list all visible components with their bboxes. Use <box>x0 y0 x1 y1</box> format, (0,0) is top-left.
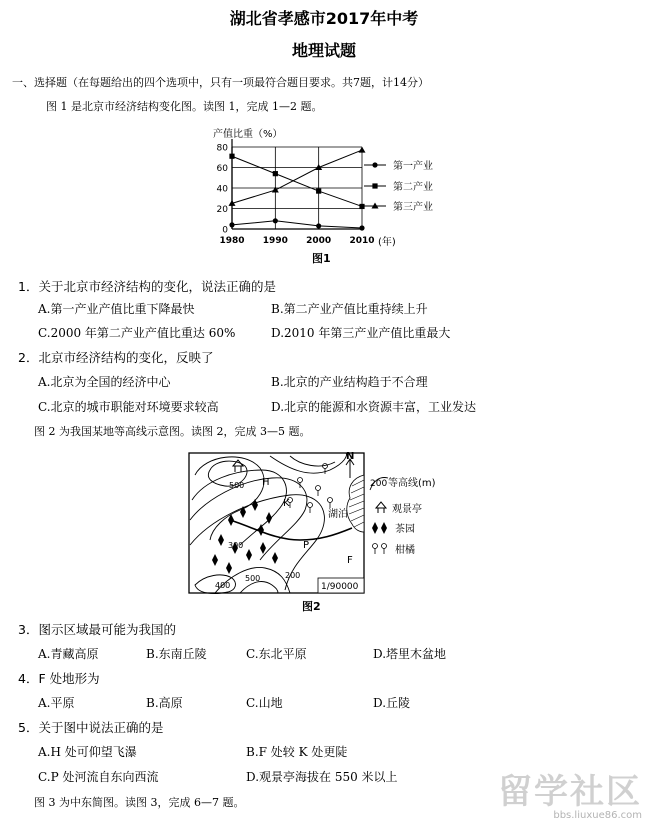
contour-line <box>290 456 335 466</box>
data-point <box>316 223 321 228</box>
data-point <box>359 225 364 230</box>
tea-icon <box>218 534 224 546</box>
legend-tea-icon <box>372 522 387 534</box>
series-line-2 <box>232 156 362 206</box>
legend-label: 第一产业 <box>393 161 433 172</box>
contour-label-200: 200 <box>285 571 301 580</box>
x-tick-label: 2010 <box>349 236 375 246</box>
section-heading: 一、选择题（在每题给出的四个选项中，只有一项最符合题目要求。共7题，计14分） <box>12 76 429 89</box>
legend-marker <box>372 183 377 188</box>
question-1-stem: 1．关于北京市经济结构的变化，说法正确的是 <box>18 279 276 294</box>
y-tick-label: 0 <box>222 225 228 236</box>
chart-xlabel: (年) <box>378 237 396 248</box>
label-k: K <box>283 498 290 509</box>
question-3-stem: 3．图示区域最可能为我国的 <box>18 622 176 637</box>
question-1-option-d[interactable]: D.2010 年第三产业产值比重最大 <box>271 326 451 340</box>
data-point <box>316 188 321 193</box>
chart-marks <box>229 147 366 231</box>
legend-tea: 茶园 <box>395 524 415 535</box>
series-line-1 <box>232 221 362 228</box>
contour-line <box>190 478 310 560</box>
legend-contour: 等高线(m) <box>388 478 436 489</box>
page-title: 湖北省孝感市2017年中考 <box>229 9 419 28</box>
question-5-option-d[interactable]: D.观景亭海拔在 550 米以上 <box>246 770 398 784</box>
legend-citrus: 柑橘 <box>395 545 415 556</box>
question-4-option-b[interactable]: B.高原 <box>146 696 183 710</box>
figure1-chart <box>0 118 648 268</box>
y-tick-label: 20 <box>216 205 228 215</box>
question-2-option-a[interactable]: A.北京为全国的经济中心 <box>38 375 171 389</box>
figure2-intro: 图 2 为我国某地等高线示意图。读图 2，完成 3—5 题。 <box>34 425 311 438</box>
citrus-icon <box>316 486 321 497</box>
legend-citrus-icon <box>373 544 387 555</box>
contour-label-400: 400 <box>215 581 231 590</box>
label-h: H <box>262 477 270 488</box>
tea-icon <box>272 552 278 564</box>
question-2-stem: 2．北京市经济结构的变化，反映了 <box>18 350 214 365</box>
tea-garden-symbols <box>212 499 278 574</box>
figure3-intro: 图 3 为中东简图。读图 3，完成 6—7 题。 <box>34 796 245 809</box>
chart-title: 图1 <box>312 252 331 265</box>
tea-icon <box>212 554 218 566</box>
question-3-option-b[interactable]: B.东南丘陵 <box>146 647 207 661</box>
legend-pavilion: 观景亭 <box>392 504 422 515</box>
question-5-option-c[interactable]: C.P 处河流自东向西流 <box>38 770 159 784</box>
data-point <box>359 147 366 153</box>
figure2-map <box>0 448 648 618</box>
question-5-option-a[interactable]: A.H 处可仰望飞瀑 <box>38 745 137 759</box>
tea-icon <box>258 524 264 536</box>
citrus-icon <box>328 498 333 509</box>
question-1-option-b[interactable]: B.第二产业产值比重持续上升 <box>271 302 428 316</box>
label-lake: 湖泊 <box>328 509 348 520</box>
x-tick-label: 1990 <box>262 236 288 246</box>
y-tick-label: 40 <box>216 184 228 195</box>
chart-ylabel: 产值比重（%） <box>213 129 283 140</box>
label-f: F <box>347 555 353 566</box>
x-tick-label: 2000 <box>306 236 332 246</box>
question-2-option-d[interactable]: D.北京的能源和水资源丰富，工业发达 <box>271 400 477 414</box>
question-4-stem: 4．F 处地形为 <box>18 671 100 686</box>
chart-legend <box>364 159 433 213</box>
citrus-icon <box>308 503 313 514</box>
data-point <box>229 222 234 227</box>
data-point <box>272 187 279 193</box>
legend-label: 第二产业 <box>393 182 433 193</box>
page-subtitle: 地理试题 <box>291 41 356 60</box>
question-1-option-a[interactable]: A.第一产业产值比重下降最快 <box>38 302 195 316</box>
x-tick-label: 1980 <box>219 236 245 246</box>
contour-label-300: 300 <box>228 541 244 550</box>
question-3-option-d[interactable]: D.塔里木盆地 <box>373 647 447 661</box>
contour-line <box>270 453 347 473</box>
question-4-option-a[interactable]: A.平原 <box>38 696 75 710</box>
y-tick-label: 60 <box>216 164 228 174</box>
question-4-option-c[interactable]: C.山地 <box>246 696 283 710</box>
question-3-option-c[interactable]: C.东北平原 <box>246 647 307 661</box>
contour-label-500: 500 <box>229 481 245 490</box>
legend-label: 第三产业 <box>393 202 433 213</box>
figure1-intro: 图 1 是北京市经济结构变化图。读图 1，完成 1—2 题。 <box>46 100 323 113</box>
contour-label-500b: 500 <box>245 574 261 583</box>
data-point <box>359 204 364 209</box>
scale-label: 1/90000 <box>321 582 359 592</box>
question-5-option-b[interactable]: B.F 处较 K 处更陡 <box>246 745 348 759</box>
legend-pavilion-icon <box>376 502 386 513</box>
question-2-option-c[interactable]: C.北京的城市职能对环境要求较高 <box>38 400 219 414</box>
question-4-option-d[interactable]: D.丘陵 <box>373 696 411 710</box>
data-point <box>229 154 234 159</box>
contour-line <box>240 582 278 593</box>
question-1-option-c[interactable]: C.2000 年第二产业产值比重达 60% <box>38 326 236 340</box>
citrus-symbols <box>288 464 333 514</box>
tea-icon <box>260 542 266 554</box>
question-3-option-a[interactable]: A.青藏高原 <box>38 647 99 661</box>
legend-marker <box>372 162 377 167</box>
tea-icon <box>226 562 232 574</box>
question-2-option-b[interactable]: B.北京的产业结构趋于不合理 <box>271 375 428 389</box>
series-line-3 <box>232 150 362 203</box>
north-label: N <box>346 451 355 462</box>
question-5-stem: 5．关于图中说法正确的是 <box>18 720 164 735</box>
watermark <box>498 774 642 821</box>
tea-icon <box>252 499 258 511</box>
y-tick-label: 80 <box>216 143 228 154</box>
tea-icon <box>266 512 272 524</box>
watermark-url: bbs.liuxue86.com <box>553 810 642 821</box>
label-p: P <box>303 540 310 551</box>
contour-line <box>195 457 264 540</box>
data-point <box>273 218 278 223</box>
figure2-caption: 图2 <box>302 600 321 613</box>
watermark-brand: 留学社区 <box>498 772 642 812</box>
data-point <box>273 171 278 176</box>
legend-contour-value: 200 <box>370 479 388 489</box>
chart-series <box>232 150 362 228</box>
tea-icon <box>246 549 252 561</box>
